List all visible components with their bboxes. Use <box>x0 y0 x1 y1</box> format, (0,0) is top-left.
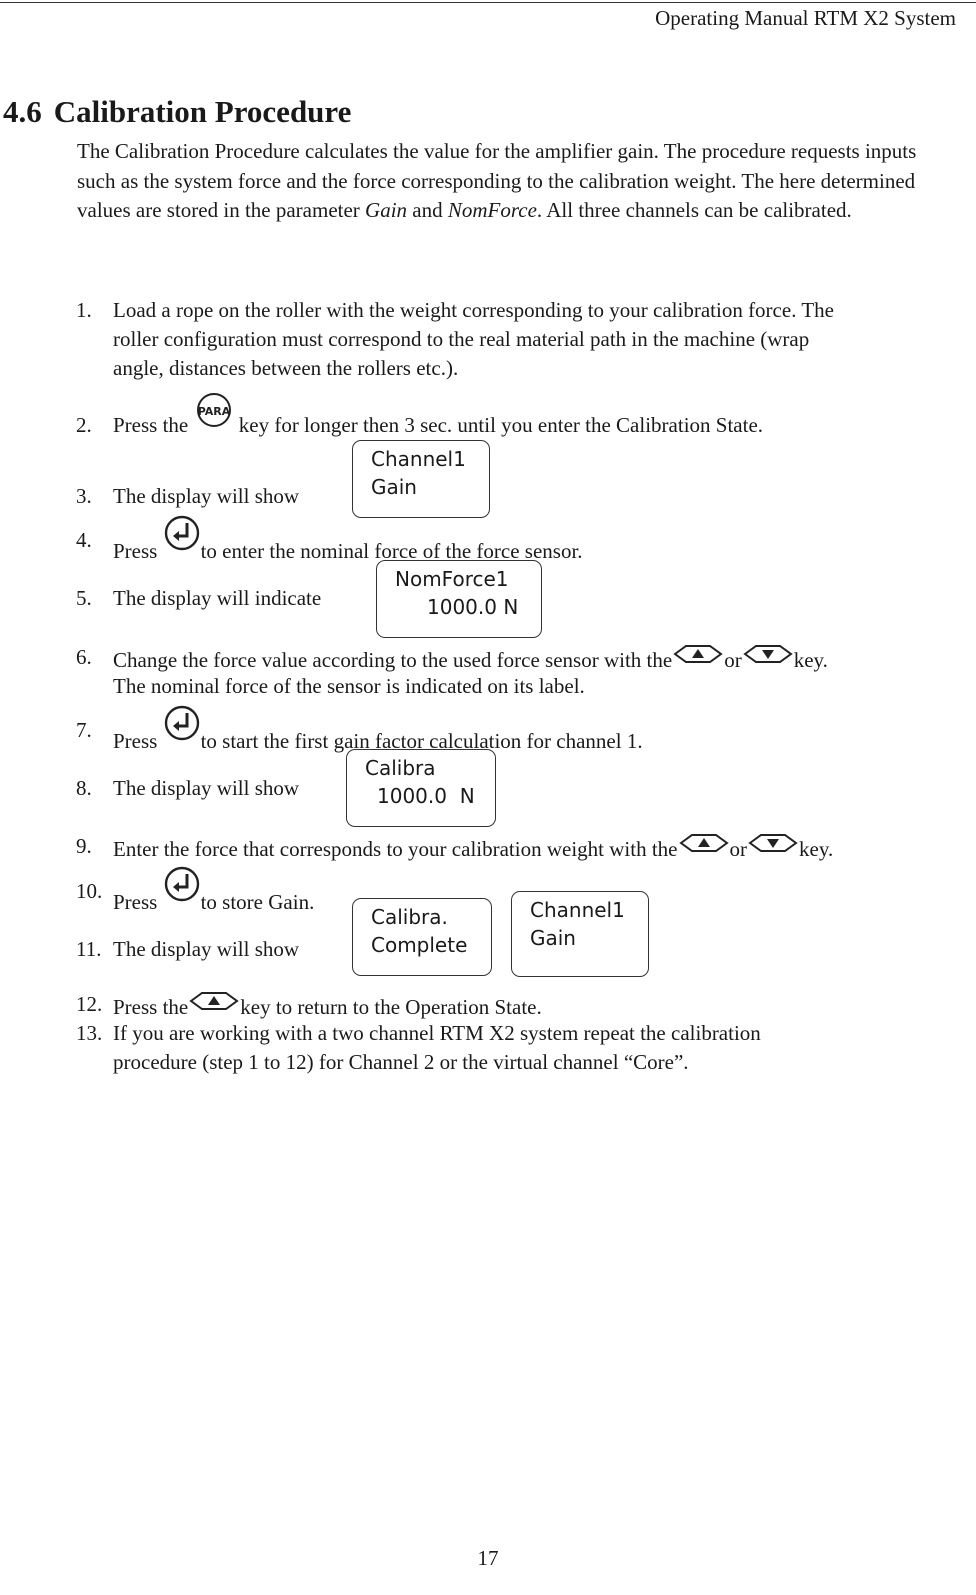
step-text-post: to store Gain. <box>200 890 315 914</box>
step-text <box>113 832 833 865</box>
intro-text-2: . All three channels can be calibrated. <box>536 198 852 222</box>
step-text-pre: Change the force value according to the used force sensor with the <box>113 648 673 672</box>
param-nomforce: NomForce <box>447 198 537 222</box>
up-arrow-key-icon <box>678 832 730 854</box>
lcd-display <box>376 560 542 638</box>
step-text-post: to enter the nominal force of the force sensor. <box>200 539 583 563</box>
step-text: The display will show <box>113 776 300 800</box>
display-line-1: Channel1 <box>530 898 625 922</box>
display-line-2: Gain <box>530 926 576 950</box>
step-text-post: to start the first gain factor calculation for channel 1. <box>200 729 643 753</box>
step-number: 8. <box>76 776 92 800</box>
step-text-post: key. <box>799 837 834 861</box>
step-number: 11. <box>76 937 102 961</box>
step-number: 13. <box>76 1021 103 1045</box>
intro-text-1: The Calibration Procedure calculates the value for the amplifier gain. The procedure requests inputs such as the system force and the force corresponding to the calibration weight. The here determined values are stored in the parameter <box>77 139 917 222</box>
step-text <box>113 405 764 441</box>
display-line-1: Channel1 <box>371 447 466 471</box>
step-text: The display will show <box>113 937 300 961</box>
section-title <box>3 94 351 130</box>
section-title-text: Calibration Procedure <box>53 94 352 129</box>
step-number: 9. <box>76 834 92 858</box>
step-text-pre: Press <box>113 890 163 914</box>
display-line-2: Gain <box>371 475 417 499</box>
up-arrow-key-icon <box>672 643 724 665</box>
display-line-1: NomForce1 <box>395 567 509 591</box>
step-number: 4. <box>76 528 92 552</box>
step-text-or: or <box>724 648 742 672</box>
step-text: The nominal force of the sensor is indicated on its label. <box>113 674 585 698</box>
step-text: angle, distances between the rollers etc.). <box>113 356 459 380</box>
step-number: 3. <box>76 484 92 508</box>
para-key-icon <box>194 392 234 428</box>
step-text <box>113 877 314 918</box>
step-number: 10. <box>76 879 103 903</box>
up-arrow-key-icon <box>188 990 240 1012</box>
step-text: Load a rope on the roller with the weight corresponding to your calibration force. The <box>113 298 834 322</box>
lcd-display <box>352 898 492 976</box>
step-text-pre: Press <box>113 729 163 753</box>
step-text <box>113 643 828 676</box>
step-text <box>113 990 542 1023</box>
step-text: procedure (step 1 to 12) for Channel 2 or the virtual channel “Core”. <box>113 1050 689 1074</box>
enter-key-icon <box>163 514 201 552</box>
down-arrow-key-icon <box>747 832 799 854</box>
down-arrow-key-icon <box>742 643 794 665</box>
step-number: 5. <box>76 586 92 610</box>
step-text: The display will indicate <box>113 586 322 610</box>
step-text-pre: Enter the force that corresponds to your calibration weight with the <box>113 837 678 861</box>
step-text: roller configuration must correspond to the real material path in the machine (wrap <box>113 327 810 351</box>
step-number: 7. <box>76 718 92 742</box>
step-text-pre: Press the <box>113 413 194 437</box>
step-number: 6. <box>76 645 92 669</box>
step-number: 1. <box>76 298 92 322</box>
display-line-1: Calibra <box>365 756 436 780</box>
step-text: If you are working with a two channel RTM X2 system repeat the calibration <box>113 1021 761 1045</box>
step-text: The display will show <box>113 484 300 508</box>
display-line-1: Calibra. <box>371 905 448 929</box>
section-number: 4.6 <box>3 94 42 129</box>
step-text-or: or <box>729 837 747 861</box>
lcd-display <box>511 891 649 977</box>
lcd-display <box>352 440 490 518</box>
step-text-post: key. <box>793 648 828 672</box>
enter-key-icon <box>163 704 201 742</box>
display-line-2: 1000.0 N <box>427 595 519 619</box>
para-key-label: PARA <box>197 405 230 418</box>
intro-paragraph <box>77 137 957 226</box>
running-header: Operating Manual RTM X2 System <box>655 6 956 30</box>
step-text-pre: Press <box>113 539 163 563</box>
lcd-display <box>346 749 496 827</box>
display-line-2: 1000.0 N <box>377 784 475 808</box>
intro-and: and <box>407 198 448 222</box>
step-text-post: key for longer then 3 sec. until you enter the Calibration State. <box>233 413 764 437</box>
header-rule <box>0 2 976 3</box>
enter-key-icon <box>163 865 201 903</box>
param-gain: Gain <box>365 198 408 222</box>
step-text-pre: Press the <box>113 995 189 1019</box>
step-text-post: key to return to the Operation State. <box>240 995 542 1019</box>
step-number: 2. <box>76 413 92 437</box>
page-number: 17 <box>477 1546 499 1570</box>
display-line-2: Complete <box>371 933 468 957</box>
step-number: 12. <box>76 992 103 1016</box>
